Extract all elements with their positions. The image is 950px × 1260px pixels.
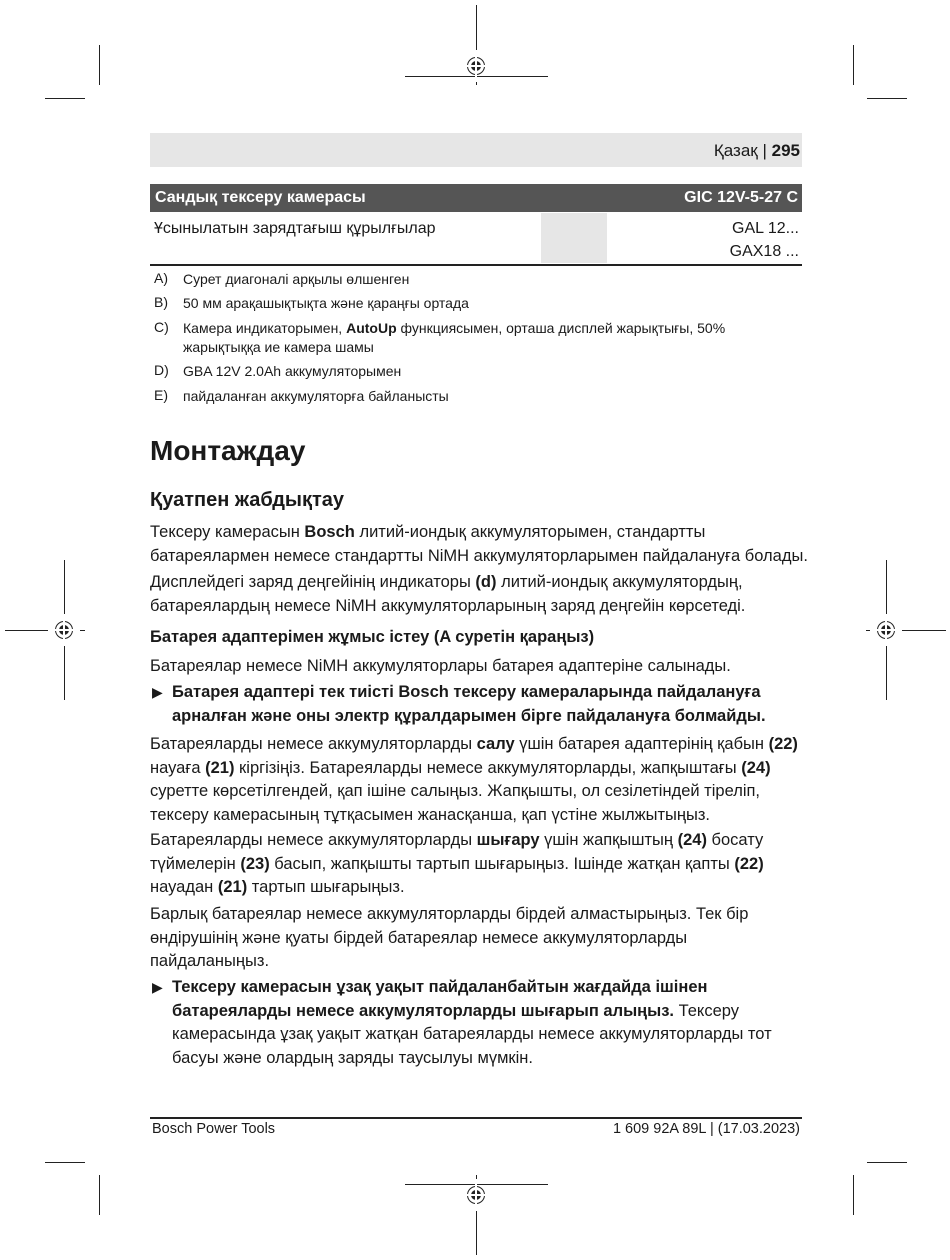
text-run: Батареяларды немесе аккумуляторларды [150, 735, 477, 753]
text-run: кіргізіңіз. Батареяларды немесе аккумуляторларды, жапқыштағы [234, 758, 742, 777]
text-run: литий-иондық аккумуляторымен, стандартты батареялармен немесе стандартты NiMH аккумуляторларымен пайдалануға болады. [150, 523, 808, 565]
table-row-label: Ұсынылатын зарядтағыш құрылғылар [154, 220, 436, 237]
table-model: GIC 12V-5-27 C [684, 189, 798, 206]
text-run: үшін жапқыштың [539, 831, 678, 849]
footnote-text-part: функциясымен, орташа дисплей жарықтығы, 50% жарықтыққа ие камера шамы [183, 320, 726, 355]
text-bold: (21) [205, 758, 235, 777]
text-run: басып, жапқышты тартып шығарыңыз. Ішінде жатқан қапты [269, 854, 735, 873]
crop-mark [45, 98, 85, 99]
footnote-text: GBA 12V 2.0Ah аккумуляторымен [183, 363, 402, 379]
text-bold: (24) [677, 831, 707, 849]
text-run: Тексеру камерасын [150, 523, 305, 541]
text-bold: салу [476, 735, 515, 753]
page-number: 295 [771, 141, 800, 160]
paragraph [150, 521, 810, 568]
footnote [154, 270, 774, 289]
footnote-text-part: Камера индикаторымен, [183, 320, 347, 336]
text-run: Дисплейдегі заряд деңгейінің индикаторы [150, 573, 476, 591]
crop-mark [853, 1175, 854, 1215]
footnote [154, 387, 774, 406]
warning-bullet [150, 976, 810, 1070]
crop-mark [853, 45, 854, 85]
footnote-text: Сурет диагоналі арқылы өлшенген [183, 271, 410, 287]
text-bold: (22) [734, 854, 764, 873]
footnote-key: D) [154, 362, 169, 378]
text-run: науаға [150, 758, 206, 777]
page-header-band [150, 133, 802, 167]
text-run: Тексеру камерасында ұзақ уақыт жатқан батареяларды немесе аккумуляторларды тот басуы және олардың заряды таусылуы мүмкін. [172, 1001, 772, 1067]
table-value: GAL 12... [732, 220, 799, 237]
paragraph: Барлық батареялар немесе аккумуляторларды бірдей алмастырыңыз. Тек бір өндірушінің және қуаты бірдей батареялар немесе аккумуляторларды пайдаланыңыз. [150, 905, 749, 970]
crop-mark [405, 76, 548, 77]
footnote [154, 294, 774, 313]
text-bold: (21) [217, 878, 248, 896]
text-run: босату түймелерін [150, 831, 764, 873]
table-unit-cell [541, 213, 607, 263]
table-bottom-rule [150, 264, 802, 266]
text-run: суретте көрсетілгендей, қап ішіне салыңыз. Жапқышты, ол сезілетіндей тіреліп, тексеру камерасының тұтқасымен жанасқанша, қап үстіне жылжытыңыз. [150, 782, 761, 824]
crop-mark [867, 1162, 907, 1163]
subsection-heading: Қуатпен жабдықтау [150, 489, 345, 511]
footnote-text [183, 319, 774, 357]
header-separator: | [762, 141, 767, 160]
bullet-text: Батарея адаптері тек тиісті Bosch тексеру камераларында пайдалануға арналған және оны электр құралдарымен бірге пайдалануға болмайды. [172, 683, 766, 725]
footnote [154, 319, 774, 357]
footnote-text: 50 мм арақашықтықта және қараңғы ортада [183, 295, 469, 311]
text-run: тартып шығарыңыз. [247, 878, 405, 896]
table-title: Сандық тексеру камерасы [155, 189, 366, 206]
text-bold: (23) [240, 854, 270, 873]
minor-heading: Батарея адаптерімен жұмыс істеу (A суретін қараңыз) [150, 628, 595, 646]
registration-mark-icon [877, 621, 895, 639]
bullet-text [172, 976, 810, 1070]
footer-doc-number: 1 609 92A 89L | (17.03.2023) [612, 1121, 800, 1137]
crop-mark [867, 98, 907, 99]
text-bold: (24) [741, 758, 771, 777]
paragraph [150, 829, 810, 900]
crop-mark [45, 1162, 85, 1163]
crop-mark [99, 45, 100, 85]
text-bold: Bosch [304, 523, 355, 541]
warning-bullet [150, 681, 810, 728]
footnote-key: A) [154, 270, 168, 286]
triangle-bullet-icon: ▶ [152, 684, 163, 700]
footer-rule [150, 1117, 802, 1119]
footer-brand: Bosch Power Tools [152, 1121, 276, 1137]
crop-mark [99, 1175, 100, 1215]
footnote-key: B) [154, 294, 168, 310]
table-value: GAX18 ... [729, 243, 799, 260]
table-header [150, 184, 802, 212]
page-header [714, 141, 800, 161]
text-run: науадан [150, 878, 218, 896]
footnote-key: C) [154, 319, 169, 335]
triangle-bullet-icon: ▶ [152, 979, 163, 995]
paragraph [150, 733, 810, 827]
text-run: үшін батарея адаптерінің қабын [514, 735, 769, 753]
text-bold: Тексеру камерасын ұзақ уақыт пайдаланбайтын жағдайда ішінен батареяларды немесе аккумуляторларды шығарып алыңыз. [172, 978, 708, 1020]
registration-mark-icon [55, 621, 73, 639]
text-run: литий-иондық аккумулятордың, батареялардың немесе NiMH аккумуляторларының заряд деңгейін көрсетеді. [150, 573, 746, 615]
header-language: Қазақ [713, 141, 758, 160]
text-run: Батареяларды немесе аккумуляторларды [150, 831, 477, 849]
registration-mark-icon [467, 57, 485, 75]
crop-mark [405, 1184, 548, 1185]
footnote-key: E) [154, 387, 168, 403]
footnote-text-bold: AutoUp [346, 320, 397, 336]
paragraph: Батареялар немесе NiMH аккумуляторлары батарея адаптеріне салынады. [150, 657, 731, 675]
text-bold: (22) [768, 735, 798, 753]
registration-mark-icon [467, 1186, 485, 1204]
section-heading: Монтаждау [150, 435, 306, 466]
paragraph [150, 571, 810, 618]
footnote-text: пайдаланған аккумуляторға байланысты [183, 388, 449, 404]
footnote [154, 362, 774, 381]
text-bold: шығару [476, 831, 540, 849]
text-bold: (d) [475, 573, 497, 591]
